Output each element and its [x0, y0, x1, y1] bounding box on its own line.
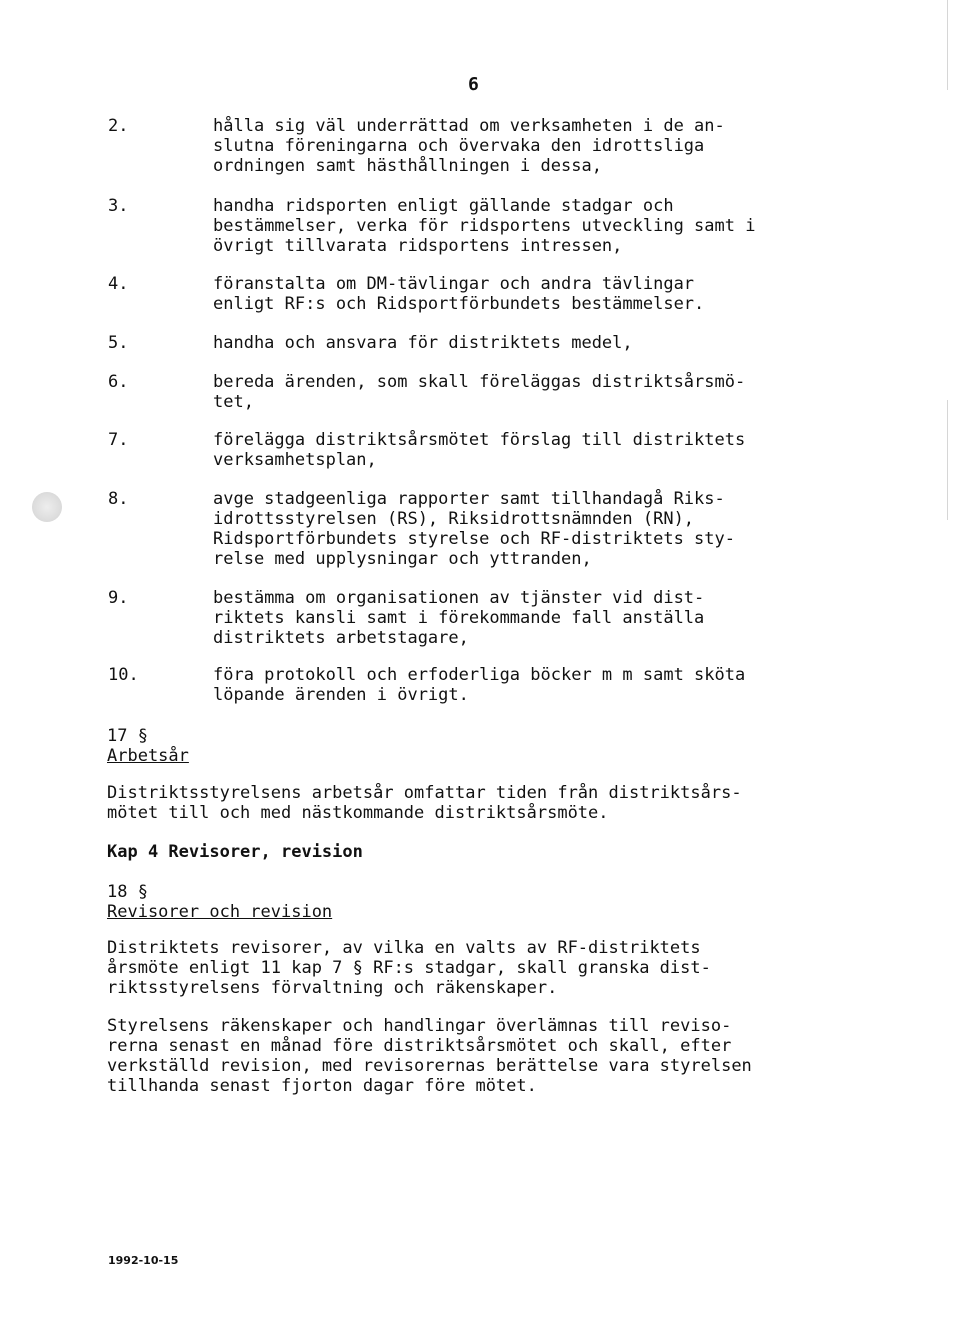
text-line: bestämmelser, verka för ridsportens utveckling samt i	[213, 216, 756, 236]
section-17-body	[107, 783, 867, 823]
text-line: bestämma om organisationen av tjänster vid dist-	[213, 588, 705, 608]
section-18-heading	[107, 882, 867, 922]
text-line: enligt RF:s och Ridsportförbundets bestämmelser.	[213, 294, 705, 314]
list-item-text	[213, 665, 853, 705]
margin-scan-mark	[947, 400, 948, 520]
text-line: Styrelsens räkenskaper och handlingar överlämnas till reviso-	[107, 1016, 732, 1036]
list-item-text	[213, 196, 853, 256]
text-line: riktsstyrelsens förvaltning och räkenskaper.	[107, 978, 558, 998]
hole-punch-mark	[32, 492, 62, 522]
section-18-paragraph	[107, 1016, 867, 1096]
list-item-number: 9.	[108, 588, 129, 608]
text-line: verkställd revision, med revisorernas berättelse vara styrelsen	[107, 1056, 752, 1076]
text-line: ordningen samt hästhållningen i dessa,	[213, 156, 602, 176]
list-item-number: 6.	[108, 372, 129, 392]
text-line: tet,	[213, 392, 254, 412]
text-line: övrigt tillvarata ridsportens intressen,	[213, 236, 623, 256]
text-line: handha och ansvara för distriktets medel,	[213, 333, 633, 353]
list-item-text	[213, 333, 853, 353]
text-line: slutna föreningarna och övervaka den idrottsliga	[213, 136, 705, 156]
list-item-text	[213, 489, 853, 569]
list-item-text	[213, 588, 853, 648]
text-line: Ridsportförbundets styrelse och RF-distriktets sty-	[213, 529, 735, 549]
text-line: avge stadgeenliga rapporter samt tillhandagå Riks-	[213, 489, 725, 509]
text-line: årsmöte enligt 11 kap 7 § RF:s stadgar, skall granska dist-	[107, 958, 711, 978]
list-item-number: 10.	[108, 665, 139, 685]
list-item-text	[213, 274, 853, 314]
text-line: riktets kansli samt i förekommande fall anställa	[213, 608, 705, 628]
text-line: bereda ärenden, som skall föreläggas distriktsårsmö-	[213, 372, 746, 392]
list-item-number: 3.	[108, 196, 129, 216]
section-18-paragraph	[107, 938, 867, 998]
text-line: rerna senast en månad före distriktsårsmötet och skall, efter	[107, 1036, 732, 1056]
section-number: 17 §	[107, 726, 148, 746]
page-number: 6	[468, 74, 479, 95]
section-17-heading	[107, 726, 867, 766]
text-line: förelägga distriktsårsmötet förslag till distriktets	[213, 430, 746, 450]
text-line: idrottsstyrelsen (RS), Riksidrottsnämnden (RN),	[213, 509, 695, 529]
list-item-text	[213, 430, 853, 470]
text-line: föra protokoll och erfoderliga böcker m m samt sköta	[213, 665, 746, 685]
text-line: handha ridsporten enligt gällande stadgar och	[213, 196, 674, 216]
footer-date: 1992-10-15	[108, 1254, 179, 1267]
text-line: Distriktsstyrelsens arbetsår omfattar tiden från distriktsårs-	[107, 783, 742, 803]
list-item-text	[213, 372, 853, 412]
text-line: relse med upplysningar och yttranden,	[213, 549, 592, 569]
text-line: hålla sig väl underrättad om verksamheten i de an-	[213, 116, 725, 136]
text-line: mötet till och med nästkommande distriktsårsmöte.	[107, 803, 609, 823]
text-line: verksamhetsplan,	[213, 450, 377, 470]
section-number: 18 §	[107, 882, 148, 902]
margin-scan-mark	[947, 0, 948, 90]
list-item-number: 8.	[108, 489, 129, 509]
section-title: Revisorer och revision	[107, 902, 333, 922]
text-line: distriktets arbetstagare,	[213, 628, 469, 648]
text-line: löpande ärenden i övrigt.	[213, 685, 469, 705]
text-line: Distriktets revisorer, av vilka en valts av RF-distriktets	[107, 938, 701, 958]
list-item-text	[213, 116, 853, 176]
list-item-number: 7.	[108, 430, 129, 450]
list-item-number: 5.	[108, 333, 129, 353]
text-line: tillhanda senast fjorton dagar före mötet.	[107, 1076, 537, 1096]
chapter-heading: Kap 4 Revisorer, revision	[107, 842, 363, 862]
text-line: föranstalta om DM-tävlingar och andra tävlingar	[213, 274, 695, 294]
list-item-number: 2.	[108, 116, 129, 136]
list-item-number: 4.	[108, 274, 129, 294]
section-title: Arbetsår	[107, 746, 189, 766]
